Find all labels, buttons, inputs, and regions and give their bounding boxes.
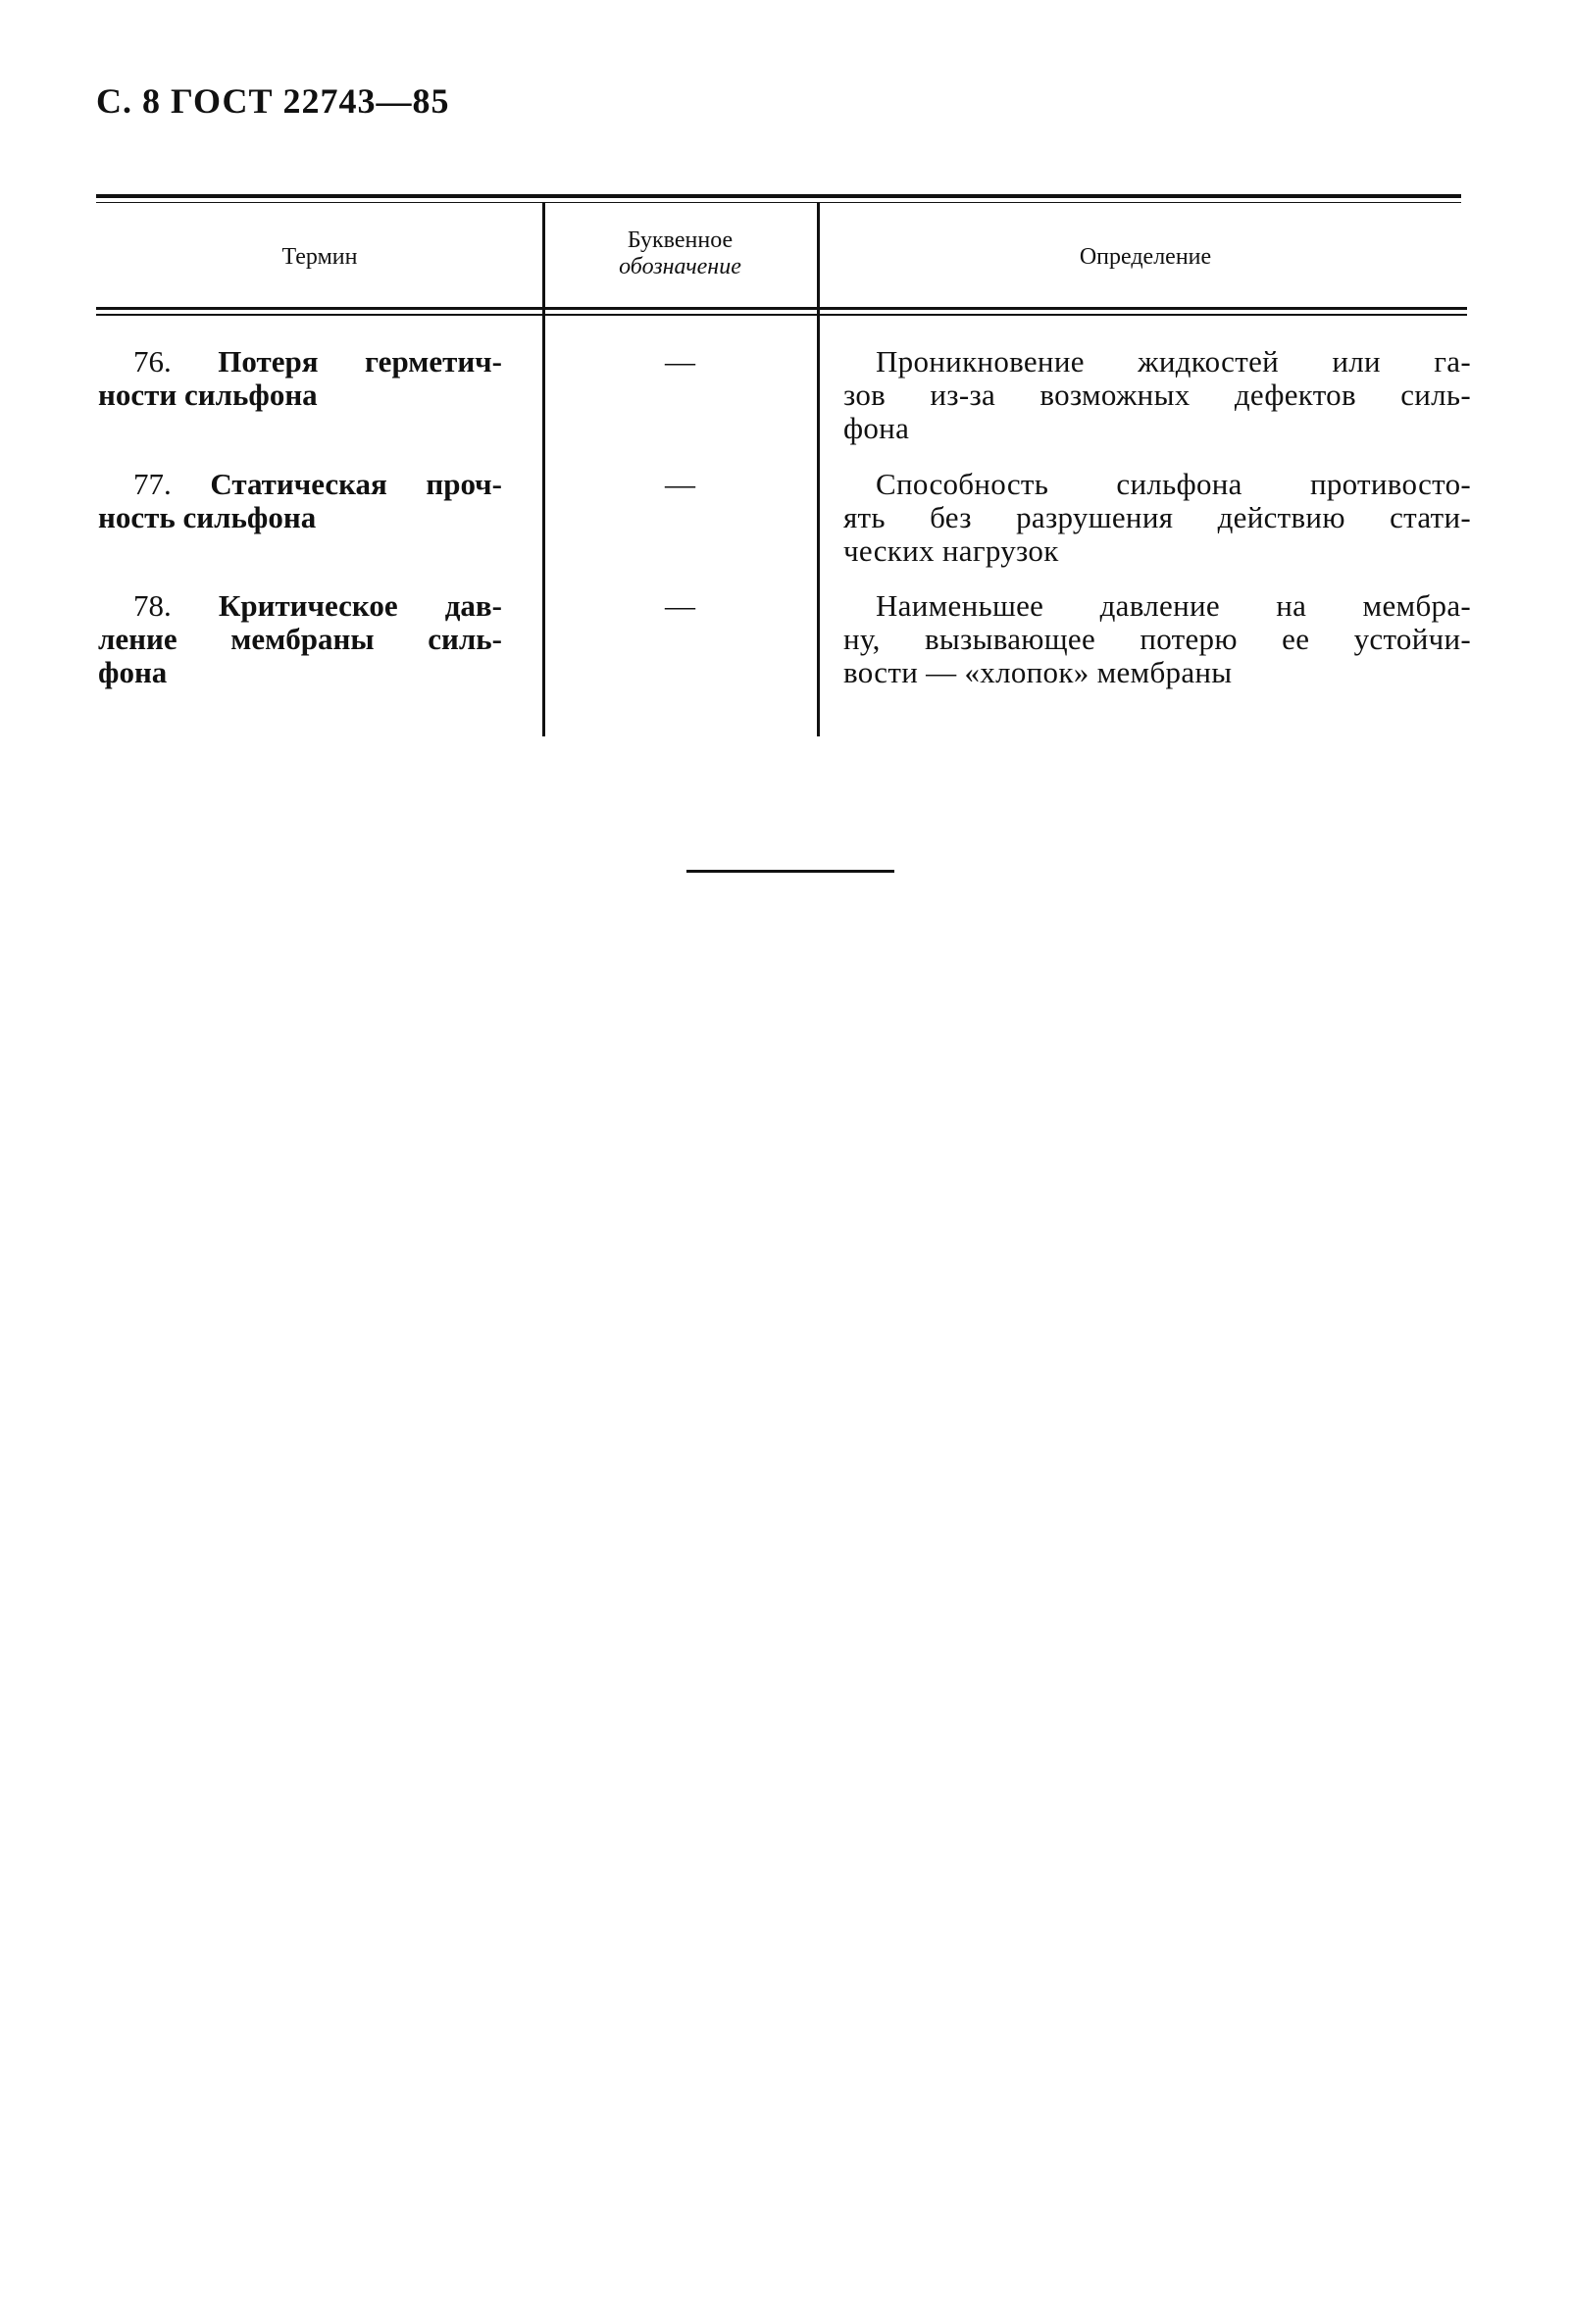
term-number: 78. <box>133 588 172 623</box>
term-number: 77. <box>133 467 172 501</box>
definition-line: Способность сильфона противосто- <box>876 467 1471 501</box>
definition-line: ческих нагрузок <box>843 533 1059 568</box>
term-title-line: Потеря герметич- <box>218 344 502 379</box>
table-row-term <box>98 345 502 412</box>
table-row-symbol: — <box>665 467 695 501</box>
column-header-term: Термин <box>281 244 358 270</box>
section-end-rule <box>686 870 894 873</box>
term-title-line: ность сильфона <box>98 500 317 534</box>
table-row-symbol: — <box>665 588 695 623</box>
term-title-line: Статическая проч- <box>210 467 502 501</box>
definition-line: Проникновение жидкостей или га- <box>876 344 1471 379</box>
term-title-line: фона <box>98 655 168 689</box>
definition-line: вости — «хлопок» мембраны <box>843 655 1233 689</box>
header-bottom-rule-thin <box>96 314 1467 316</box>
term-title-line: ление мембраны силь- <box>98 622 502 656</box>
column-header-symbol <box>545 227 815 280</box>
table-top-rule <box>96 194 1461 198</box>
table-row-definition <box>843 468 1471 568</box>
definition-line: ять без разрушения действию стати- <box>843 500 1471 534</box>
term-title-line: Критическое дав- <box>218 588 502 623</box>
table-row-term <box>98 468 502 534</box>
definition-line: зов из-за возможных дефектов силь- <box>843 378 1471 412</box>
definition-line: Наименьшее давление на мембра- <box>876 588 1471 623</box>
column-header-definition: Определение <box>1079 244 1212 270</box>
table-top-rule-thin <box>96 202 1461 203</box>
table-row-symbol: — <box>665 344 695 379</box>
definition-line: фона <box>843 411 910 445</box>
column-header-symbol-line1: Буквенное <box>627 227 734 253</box>
term-number: 76. <box>133 344 172 379</box>
definition-line: ну, вызывающее потерю ее устойчи- <box>843 622 1471 656</box>
term-title-line: ности сильфона <box>98 378 318 412</box>
page-header: С. 8 ГОСТ 22743—85 <box>96 81 450 121</box>
table-row-definition <box>843 589 1471 689</box>
table-row-term <box>98 589 502 689</box>
table-row-definition <box>843 345 1471 445</box>
header-bottom-rule <box>96 307 1467 310</box>
column-header-symbol-line2: обозначение <box>619 254 741 279</box>
column-divider-2 <box>817 203 820 736</box>
